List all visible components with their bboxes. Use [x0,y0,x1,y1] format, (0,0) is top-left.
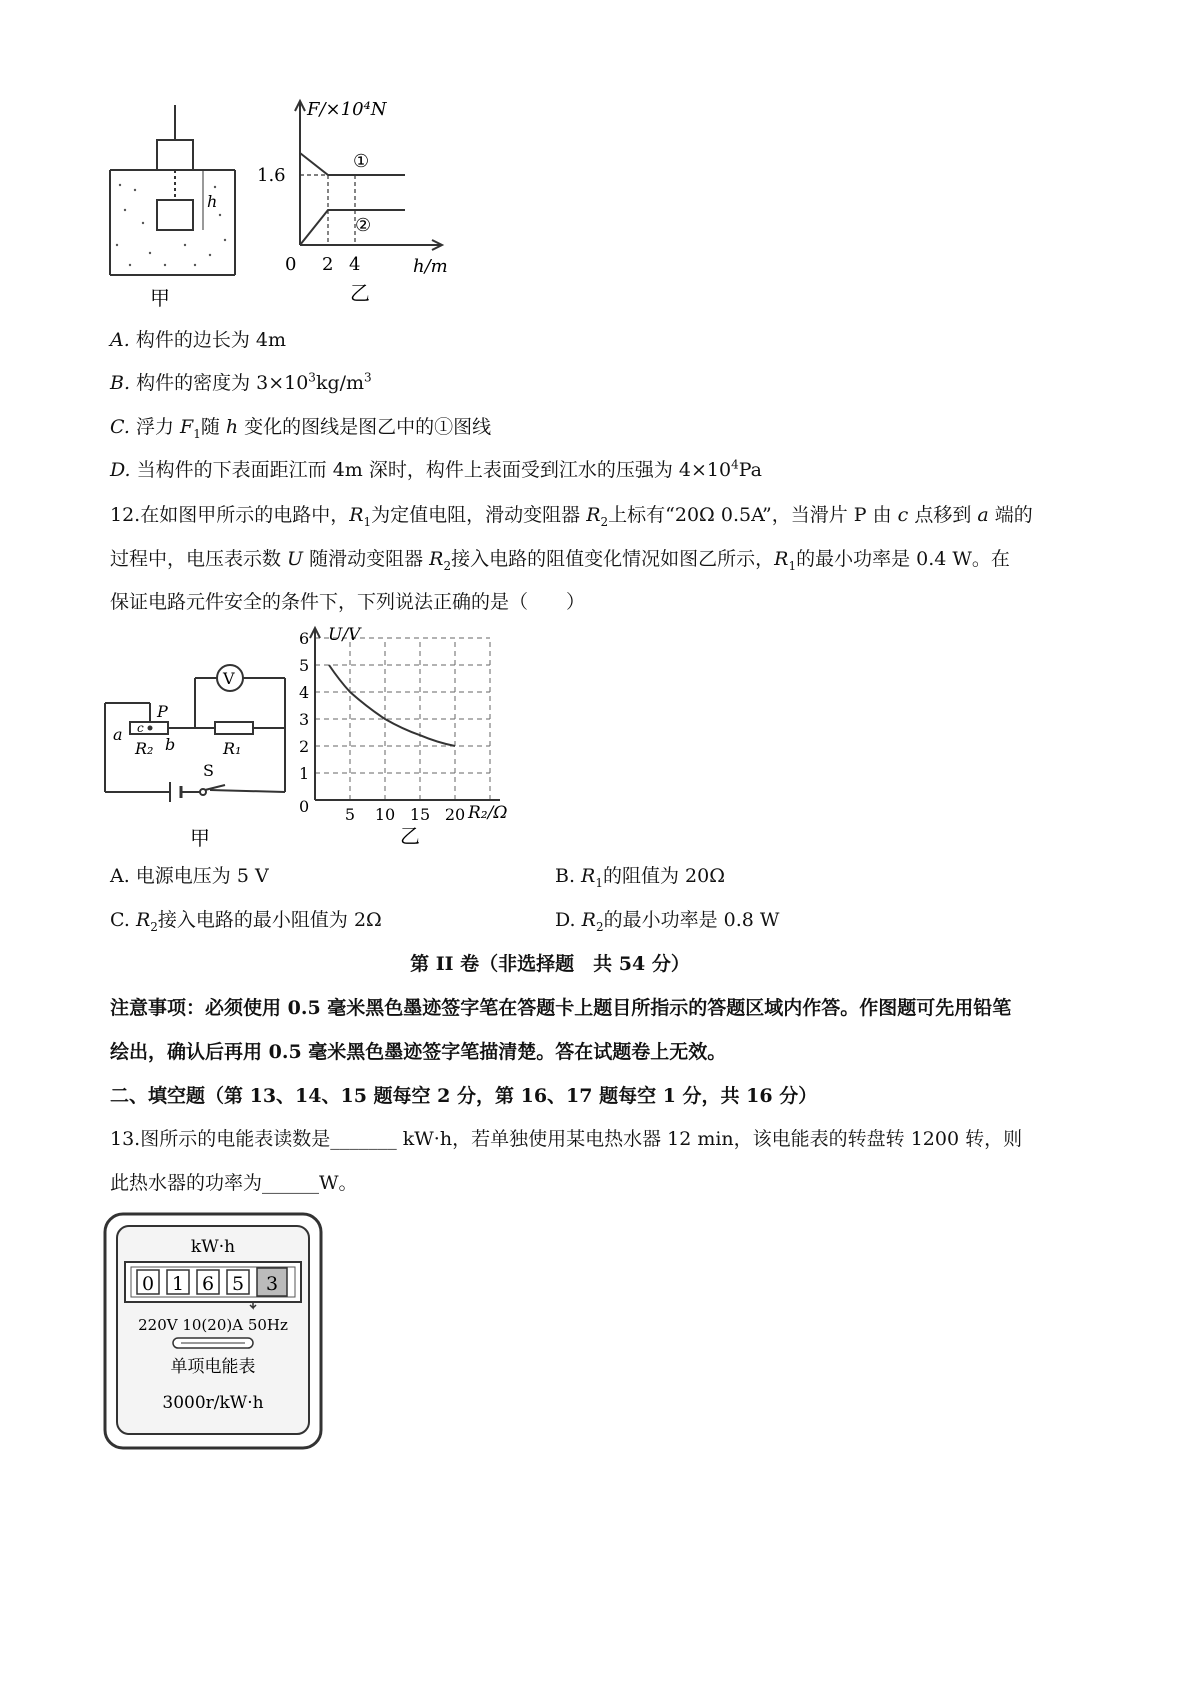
fig11-caption-left: 甲 [150,286,170,310]
q12-option-b: B. $R_1$的阻值为 20Ω [555,865,725,890]
q12-stem-line-1: 12.在如图甲所示的电路中，$R_1$为定值电阻，滑动变阻器 $R_2$上标有“20Ω 0.5A”，当滑片 P 由 c 点移到 a 端的 [110,504,1033,529]
chart-tick-labels [299,629,465,824]
fig11-y-tick: 1.6 [257,165,286,186]
y-tick-label: 2 [299,737,310,756]
y-tick-label: 5 [299,656,310,675]
meter-name: 单项电能表 [170,1357,256,1377]
q12-option-d: D. $R_2$的最小功率是 0.8 W [555,909,780,934]
meter-constant: 3000r/kW·h [162,1393,264,1413]
x-tick-label: 5 [344,805,356,824]
fig12-caption-right: 乙 [400,824,420,848]
circuit-label-v: V [223,669,235,688]
part2-section-heading: 二、填空题（第 13、14、15 题每空 2 分，第 16、17 题每空 1 分，共 16 分） [110,1085,818,1107]
x-tick-label: 20 [444,805,466,824]
chart-y-axis-label: U/V [328,625,361,645]
q11-option-b: B. 构件的密度为 $3\times 10^3kg/m^3$ [110,370,372,394]
q11-option-c: C. 浮力 $F_1$随 h 变化的图线是图乙中的①图线 [110,416,492,441]
q13-line-2: 此热水器的功率为______W。 [110,1172,358,1194]
x-tick-label: 10 [374,805,396,824]
part2-notice-line-2: 绘出，确认后再用 0.5 毫米黑色墨迹签字笔描清楚。答在试题卷上无效。 [110,1041,727,1063]
figure-12-circuit [95,660,305,870]
q13-line-1: 13.图所示的电能表读数是_______ kW·h，若单独使用某电热水器 12 min，该电能表的转盘转 1200 转，则 [110,1128,1023,1150]
y-tick-label: 1 [299,764,310,783]
circuit-label-r2: R₂ [135,739,154,758]
fig11-y-axis-label: F/×10⁴N [307,99,387,120]
fig11-x-axis-label: h/m [413,256,448,277]
r1-resistor [215,722,253,734]
fig11-line1-label: ① [353,151,370,172]
q12-option-a: A. 电源电压为 5 V [110,865,269,887]
chart-axes [310,628,500,800]
circuit-label-c: c [137,721,144,735]
electric-meter [103,1212,323,1452]
circuit-label-a: a [113,725,123,744]
q12-stem-line-2: 过程中，电压表示数 U 随滑动变阻器 $R_2$接入电路的阻值变化情况如图乙所示，$R_1$的最小功率是 0.4 W。在 [110,548,1010,573]
chart-series-curve [329,665,455,746]
fig11-h-label: h [207,192,218,211]
circuit-label-r1: R₁ [223,739,242,758]
fig11-x-tick-0: 0 [285,254,297,275]
fig11-x-tick-2: 2 [322,254,334,275]
fig12-caption-left: 甲 [190,826,210,850]
part2-notice-line-1: 注意事项：必须使用 0.5 毫米黑色墨迹签字笔在答题卡上题目所指示的答题区域内作答。作图题可先用铅笔 [110,997,1012,1019]
y-tick-label: 0 [299,797,310,816]
circuit-label-p: P [157,702,168,721]
q12-option-c: C. $R_2$接入电路的最小阻值为 2Ω [110,909,382,934]
fig11-line2-label: ② [355,215,372,236]
meter-rating: 220V 10(20)A 50Hz [138,1316,288,1334]
x-tick-label: 15 [409,805,431,824]
q11-option-d: D. 当构件的下表面距江而 4m 深时，构件上表面受到江水的压强为 $4\times 10^4Pa$ [110,457,762,481]
circuit-label-b: b [165,735,176,754]
q11-option-a: A. 构件的边长为 4m [110,329,286,351]
chart-x-axis-label: R₂/Ω [468,803,508,823]
fig11-x-tick-4: 4 [349,254,361,275]
fig11-container-drawing [110,105,235,275]
meter-digit-5: 3 [265,1273,279,1295]
circuit-label-s: S [203,761,214,780]
figure-11 [95,95,495,315]
meter-digit-3: 6 [201,1273,215,1295]
part2-title: 第 II 卷（非选择题 共 54 分） [410,953,690,975]
meter-digit-2: 1 [171,1273,185,1295]
y-tick-label: 4 [299,683,310,702]
meter-digit-1: 0 [141,1273,155,1295]
y-tick-label: 6 [299,629,310,648]
meter-unit: kW·h [190,1237,236,1257]
figure-12-chart [290,620,540,860]
chart-grid [315,638,490,800]
fig11-caption-right: 乙 [350,281,370,305]
meter-digit-4: 5 [231,1273,245,1295]
q12-stem-line-3: 保证电路元件安全的条件下，下列说法正确的是（ ） [110,591,586,613]
fig11-line-2 [300,210,405,245]
y-tick-label: 3 [299,710,310,729]
